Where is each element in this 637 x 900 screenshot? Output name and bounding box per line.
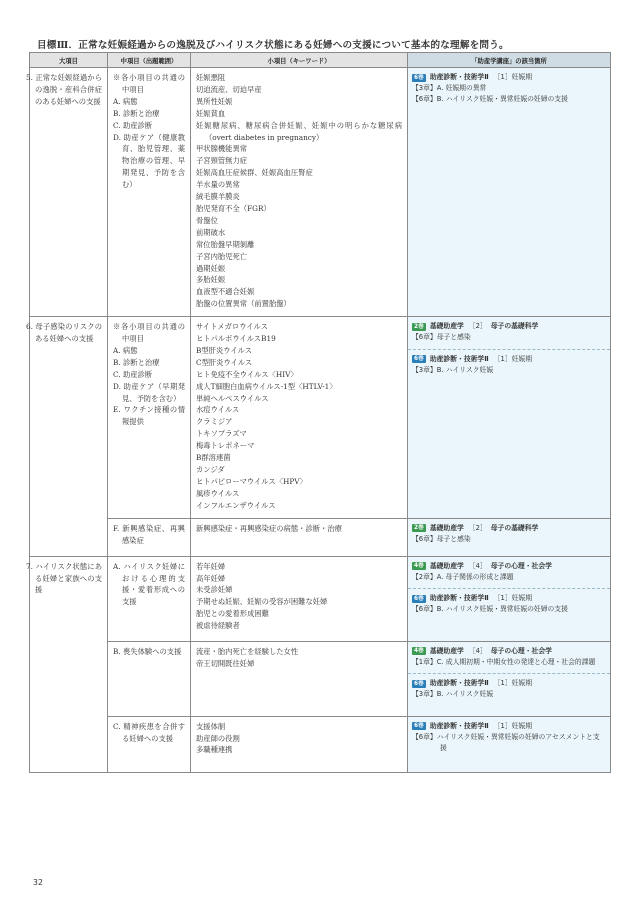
minor-item-cell <box>191 641 408 716</box>
keyword-item: 未受診妊婦 <box>196 585 233 595</box>
middle-item: C. 助産診断 <box>113 120 153 130</box>
keyword-item: 胎児発育不全（FGR） <box>196 203 271 213</box>
keyword-item: 高年妊婦 <box>196 573 226 583</box>
volume-badge: 2巻 <box>414 525 424 532</box>
reference-group <box>408 317 610 348</box>
table-row <box>30 641 611 716</box>
keyword-item: カンジダ <box>196 465 225 474</box>
major-item-text: 5. 正常な妊娠経過からの逸脱・産科合併症のある妊婦への支援 <box>26 73 102 106</box>
middle-item: A. ハイリスク妊婦における心理的支援・愛着形成への支援 <box>113 561 185 607</box>
keyword-item: 切迫流産、切迫早産 <box>196 84 262 94</box>
reference-cell <box>408 317 611 519</box>
volume-badge: 4巻 <box>414 563 424 570</box>
volume-badge: 2巻 <box>414 323 424 330</box>
table-row <box>30 716 611 772</box>
chapter-reference: 【1章】C. 成人期初期・中期女性の発達と心理・社会的課題 <box>412 657 596 666</box>
reference-group <box>408 519 610 550</box>
page-title: 目標Ⅲ．正常な妊娠経過からの逸脱及びハイリスク状態にある妊婦への支援について基本的な理解を問う。 <box>37 40 509 51</box>
keyword-item: 帝王切開既往妊婦 <box>196 658 255 668</box>
keyword-item: 異所性妊娠 <box>196 96 233 106</box>
middle-item-cell <box>108 518 191 556</box>
middle-item: B. 診断と治療 <box>113 357 160 367</box>
keyword-item: 妊娠高血圧症候群、妊娠高血圧腎症 <box>196 168 313 178</box>
reference-cell <box>408 716 611 772</box>
book-volume: ［1］妊娠期 <box>493 679 533 688</box>
reference-heading <box>412 593 605 604</box>
keyword-item: 胎盤の位置異常（前置胎盤） <box>196 299 291 309</box>
keyword-item: 骨盤位 <box>196 215 218 225</box>
table-row <box>30 556 611 641</box>
keyword-item: 過期妊娠 <box>196 263 226 273</box>
minor-item-cell <box>191 716 408 772</box>
table-row <box>30 68 611 317</box>
book-title: 助産診断・技術学Ⅱ <box>429 354 489 363</box>
book-subtitle: 母子の心理・社会学 <box>490 561 552 570</box>
keyword-item: 妊娠糖尿病、糖尿病合併妊娠、妊娠中の明らかな糖尿病（overt diabetes in pregnancy） <box>196 120 402 142</box>
keyword-item: クラミジア <box>196 417 233 427</box>
book-title: 基礎助産学 <box>429 523 464 532</box>
middle-item-list <box>108 642 190 664</box>
page-number: 32 <box>33 878 43 887</box>
middle-item: C. 精神疾患を合併する妊婦への支援 <box>113 721 185 743</box>
keyword-item: B群溶連菌 <box>196 453 231 463</box>
keyword-item: 若年妊婦 <box>196 561 226 571</box>
reference-heading <box>412 721 605 732</box>
keyword-item: 胎児との愛着形成困難 <box>196 609 269 619</box>
reference-heading <box>412 561 605 572</box>
keyword-list <box>191 717 407 763</box>
reference-group <box>408 642 610 673</box>
keyword-item: ヒトパピローマウイルス〈HPV〉 <box>196 476 307 486</box>
major-item-cell <box>26 556 108 772</box>
middle-item: F. 新興感染症、再興感染症 <box>113 523 185 545</box>
reference-heading <box>412 646 605 657</box>
keyword-item: インフルエンザウイルス <box>196 500 276 510</box>
book-subtitle: 母子の基礎科学 <box>490 523 539 532</box>
keyword-item: 妊娠悪阻 <box>196 73 226 82</box>
chapter-reference: 【3章】B. ハイリスク妊娠 <box>412 690 494 699</box>
reference-heading <box>412 321 605 332</box>
book-volume: ［4］ <box>468 561 487 570</box>
chapter-reference: 【6章】ハイリスク妊娠・異常妊娠の妊婦のアセスメントと支援 <box>412 732 600 753</box>
keyword-item: 多職種連携 <box>196 745 233 755</box>
keyword-list <box>191 557 407 638</box>
middle-item: D. 助産ケア（健康教育、胎児管理、薬物治療の管理、早期発見、予防を含む） <box>113 132 185 190</box>
book-title: 基礎助産学 <box>429 561 464 570</box>
book-title: 基礎助産学 <box>429 646 464 655</box>
keyword-item: 子宮頸管無力症 <box>196 156 248 166</box>
header-middle: 中項目（出題範囲） <box>108 53 191 68</box>
header-major: 大項目 <box>30 53 108 68</box>
chapter-reference: 【6章】B. ハイリスク妊娠・異常妊娠の妊婦の支援 <box>412 95 568 104</box>
reference-group <box>408 68 610 111</box>
middle-item: A. 病態 <box>113 96 138 106</box>
middle-item: B. 喪失体験への支援 <box>113 646 182 656</box>
middle-item-cell <box>108 641 191 716</box>
middle-item-cell <box>108 68 191 317</box>
major-item-cell <box>26 68 108 317</box>
keyword-item: サイトメガロウイルス <box>196 322 268 332</box>
book-subtitle: 母子の心理・社会学 <box>490 646 552 655</box>
major-item-text: 6. 母子感染のリスクのある妊婦への支援 <box>26 322 102 344</box>
reference-heading <box>412 354 605 365</box>
keyword-item: 甲状腺機能異常 <box>196 144 248 154</box>
major-item-text: 7. ハイリスク状態にある妊婦と家族への支援 <box>26 561 102 595</box>
volume-badge: 6巻 <box>414 723 424 730</box>
middle-item: B. 診断と治療 <box>113 108 160 118</box>
reference-group <box>408 349 610 381</box>
middle-item: E. ワクチン接種の情報提供 <box>113 405 185 427</box>
keyword-item: ヒトパルボウイルスB19 <box>196 334 276 344</box>
keyword-item: 梅毒トレポネーマ <box>196 441 255 451</box>
keyword-item: 単純ヘルペスウイルス <box>196 393 269 403</box>
keyword-item: 絨毛膜羊膜炎 <box>196 192 240 202</box>
reference-heading <box>412 523 605 534</box>
keyword-list <box>191 519 407 541</box>
middle-item: ※各小項目の共通の中項目 <box>113 322 185 344</box>
keyword-item: 子宮内胎児死亡 <box>196 251 248 261</box>
book-title: 基礎助産学 <box>429 322 464 331</box>
table-header-row <box>30 53 611 68</box>
middle-item-list <box>108 557 190 615</box>
table-row <box>30 518 611 556</box>
middle-item: ※各小項目の共通の中項目 <box>113 73 185 94</box>
book-title: 助産診断・技術学Ⅱ <box>429 721 489 730</box>
keyword-item: 風疹ウイルス <box>196 488 240 498</box>
book-title: 助産診断・技術学Ⅱ <box>429 679 489 688</box>
middle-item-list <box>108 68 190 197</box>
keyword-list <box>191 68 407 316</box>
volume-badge: 6巻 <box>414 595 424 602</box>
keyword-item: 流産・胎内死亡を経験した女性 <box>196 646 299 656</box>
keyword-item: 水痘ウイルス <box>196 405 240 415</box>
middle-item: A. 病態 <box>113 345 138 355</box>
table-row <box>30 317 611 519</box>
keyword-item: 助産師の役割 <box>196 733 240 743</box>
chapter-reference: 【6章】母子と感染 <box>412 333 471 342</box>
keyword-item: 前期破水 <box>196 227 226 237</box>
keyword-item: 血液型不適合妊娠 <box>196 287 255 297</box>
book-volume: ［1］妊娠期 <box>493 354 533 363</box>
book-volume: ［2］ <box>468 322 487 331</box>
keyword-item: 常位胎盤早期剝離 <box>196 239 255 249</box>
keyword-item: 支援体制 <box>196 721 226 731</box>
keyword-item: 予期せぬ妊娠、妊娠の受容が困難な妊婦 <box>196 597 328 607</box>
book-volume: ［1］妊娠期 <box>493 594 533 603</box>
chapter-reference: 【2章】A. 母子関係の形成と課題 <box>412 572 514 581</box>
keyword-item: 多胎妊娠 <box>196 275 226 285</box>
major-item-cell <box>26 317 108 557</box>
middle-item: D. 助産ケア（早期発見、予防を含む） <box>113 381 185 403</box>
reference-heading <box>412 72 605 83</box>
keyword-item: 新興感染症・再興感染症の病態・診断・治療 <box>196 523 342 533</box>
middle-item-list <box>108 717 190 751</box>
reference-cell <box>408 641 611 716</box>
chapter-reference: 【6章】B. ハイリスク妊娠・異常妊娠の妊婦の支援 <box>412 605 568 614</box>
reference-group <box>408 673 610 705</box>
book-subtitle: 母子の基礎科学 <box>490 322 539 331</box>
book-title: 助産診断・技術学Ⅱ <box>429 73 489 81</box>
middle-item-cell <box>108 716 191 772</box>
middle-item-list <box>108 317 190 434</box>
book-volume: ［2］ <box>468 523 487 532</box>
book-volume: ［1］妊娠期 <box>493 73 533 81</box>
volume-badge: 4巻 <box>414 648 424 655</box>
header-minor: 小項目（キーワード） <box>191 53 408 68</box>
chapter-reference: 【6章】母子と感染 <box>412 534 471 543</box>
keyword-item: ヒト免疫不全ウイルス〈HIV〉 <box>196 369 298 379</box>
keyword-item: 羊水量の異常 <box>196 180 240 190</box>
keyword-item: B型肝炎ウイルス <box>196 345 253 355</box>
reference-group <box>408 588 610 620</box>
minor-item-cell <box>191 556 408 641</box>
book-title: 助産診断・技術学Ⅱ <box>429 594 489 603</box>
keyword-item: 妊娠貧血 <box>196 108 226 118</box>
volume-badge: 6巻 <box>414 680 424 687</box>
middle-item: C. 助産診断 <box>113 369 153 379</box>
volume-badge: 6巻 <box>414 74 424 81</box>
volume-badge: 6巻 <box>414 356 424 363</box>
middle-item-list <box>108 519 190 553</box>
header-reference: 「助産学講座」の該当箇所 <box>408 53 611 68</box>
chapter-reference: 【3章】B. ハイリスク妊娠 <box>412 365 494 374</box>
reference-group <box>408 557 610 588</box>
book-volume: ［4］ <box>468 646 487 655</box>
reference-cell <box>408 556 611 641</box>
reference-group <box>408 717 610 760</box>
keyword-item: トキソプラズマ <box>196 429 247 439</box>
keyword-item: 被虐待経験者 <box>196 621 240 631</box>
minor-item-cell <box>191 518 408 556</box>
book-volume: ［1］妊娠期 <box>493 721 533 730</box>
chapter-reference: 【3章】A. 妊娠期の異常 <box>412 84 487 93</box>
minor-item-cell <box>191 317 408 519</box>
middle-item-cell <box>108 317 191 519</box>
keyword-list <box>191 642 407 676</box>
middle-item-cell <box>108 556 191 641</box>
keyword-list <box>191 317 407 518</box>
reference-heading <box>412 678 605 689</box>
keyword-item: C型肝炎ウイルス <box>196 357 253 367</box>
reference-cell <box>408 518 611 556</box>
keyword-item: 成人T細胞白血病ウイルス-1型〈HTLV-1〉 <box>196 381 337 391</box>
reference-cell <box>408 68 611 317</box>
minor-item-cell <box>191 68 408 317</box>
syllabus-table <box>26 52 611 773</box>
